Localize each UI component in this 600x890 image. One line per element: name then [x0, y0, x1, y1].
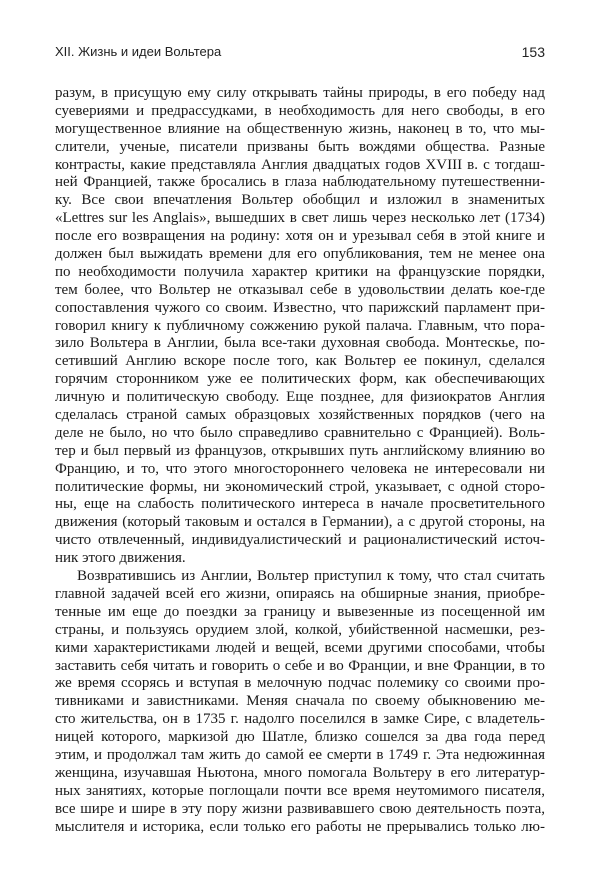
text-line: мыслителя и историка, если только его работы не прерывались только лю-: [55, 818, 545, 835]
text-line: кими характеристиками людей и вещей, всеми другими способами, чтобы: [55, 639, 545, 656]
text-line: сопоставления чужого со своим. Известно, что парижский парламент при-: [55, 299, 545, 316]
paragraph: [55, 85, 545, 568]
text-line: главной задачей всей его жизни, опираясь на обширные знания, приобре-: [55, 585, 545, 602]
text-line: ны, еще на слабость политического интереса в начале просветительного: [55, 496, 545, 513]
text-line: ных занятиях, которые поглощали почти все время неутомимого писателя,: [55, 782, 545, 799]
paragraph: [55, 568, 545, 836]
text-line: разум, в присущую ему силу открывать тайны природы, в его победу над: [55, 85, 545, 101]
text-line: ницей которого, маркизой дю Шатле, близко сошелся за два года перед: [55, 729, 545, 746]
text-line: деле не было, но что было справедливо сравнительно с Францией). Воль-: [55, 424, 545, 441]
text-line: ку. Все свои впечатления Вольтер обобщил и изложил в знаменитых: [55, 192, 545, 209]
text-line: ней Францией, также бросались в глаза наблюдательному путешественни-: [55, 174, 545, 191]
text-line: сто жительства, он в 1735 г. надолго поселился в замке Сире, с владетель-: [55, 711, 545, 728]
text-line: Возвратившись из Англии, Вольтер приступил к тому, что стал считать: [77, 568, 545, 585]
text-line: контрасты, какие представляла Англия двадцатых годов XVIII в. с тогдаш-: [55, 156, 545, 173]
text-line: чисто отвлеченный, индивидуалистический и рационалистический источ-: [55, 532, 545, 549]
text-line: все шире и шире в эту пору жизни развивавшего свою деятельность поэта,: [55, 800, 545, 817]
text-line: зило Вольтера в Англии, была все-таки духовная свобода. Монтескье, по-: [55, 335, 545, 352]
text-line: слители, ученые, писатели призваны быть вождями общества. Разные: [55, 138, 545, 155]
text-line: должен был выжидать времени для его опубликования, тем не менее она: [55, 246, 545, 263]
text-line: движения (который таковым и остался в Германии), а с другой стороны, на: [55, 514, 545, 531]
text-line: заставить себя читать и говорить о себе и во Франции, и вне Франции, в то: [55, 657, 545, 674]
text-line: женщина, изучавшая Ньютона, много помогала Вольтеру в его литератур-: [55, 764, 545, 781]
text-line: «Lettres sur les Anglais», вышедших в свет лишь через несколько лет (1734): [55, 210, 545, 227]
body-text: [55, 85, 545, 836]
text-line: суевериями и предрассудками, в необходимость для него свободы, в его: [55, 102, 545, 119]
text-line: Францию, и то, что этого многостороннего человека не интересовали ни: [55, 460, 545, 477]
text-line: по необходимости получила характер критики на французские порядки,: [55, 263, 545, 280]
running-title: XII. Жизнь и идеи Вольтера: [55, 44, 222, 59]
text-line: же время ссорясь и вступая в мелочную подчас полемику со своими про-: [55, 675, 545, 692]
text-line: тенные им еще до поездки за границу и вывезенные из посещенной им: [55, 603, 545, 620]
text-line: сделалась страной самых образцовых хозяйственных порядков (чего на: [55, 407, 545, 424]
text-line: тивниками и завистниками. Меняя сначала по своему обыкновению ме-: [55, 693, 545, 710]
text-line: сетивший Англию вскоре после того, как Вольтер ее покинул, сделался: [55, 353, 545, 370]
text-line: говорил книгу к публичному сожжению рукой палача. Главным, что пора-: [55, 317, 545, 334]
text-line: страны, и пользуясь орудием злой, колкой, убийственной насмешки, рез-: [55, 621, 545, 638]
text-line: политические формы, ни экономический строй, указывает, с одной сторо-: [55, 478, 545, 495]
text-line: горячим сторонником уже ее политических форм, как обеспечивающих: [55, 371, 545, 388]
text-line: могущественное влияние на общественную жизнь, наконец в то, что мы-: [55, 120, 545, 137]
text-line: этим, и продолжал там жить до самой ее смерти в 1749 г. Эта недюжинная: [55, 746, 545, 763]
page-number: 153: [521, 44, 545, 60]
text-line: тер и был первый из французов, открывших путь английскому влиянию во: [55, 442, 545, 459]
text-line: после его возвращения на родину: хотя он и урезывал себя в этой книге и: [55, 228, 545, 245]
running-header: [55, 44, 545, 64]
text-line: тем более, что Вольтер не отказывал себе в удовольствии делать кое-где: [55, 281, 545, 298]
text-line: ник этого движения.: [55, 550, 186, 567]
text-line: личную и политическую свободу. Еще позднее, для физиократов Англия: [55, 389, 545, 406]
